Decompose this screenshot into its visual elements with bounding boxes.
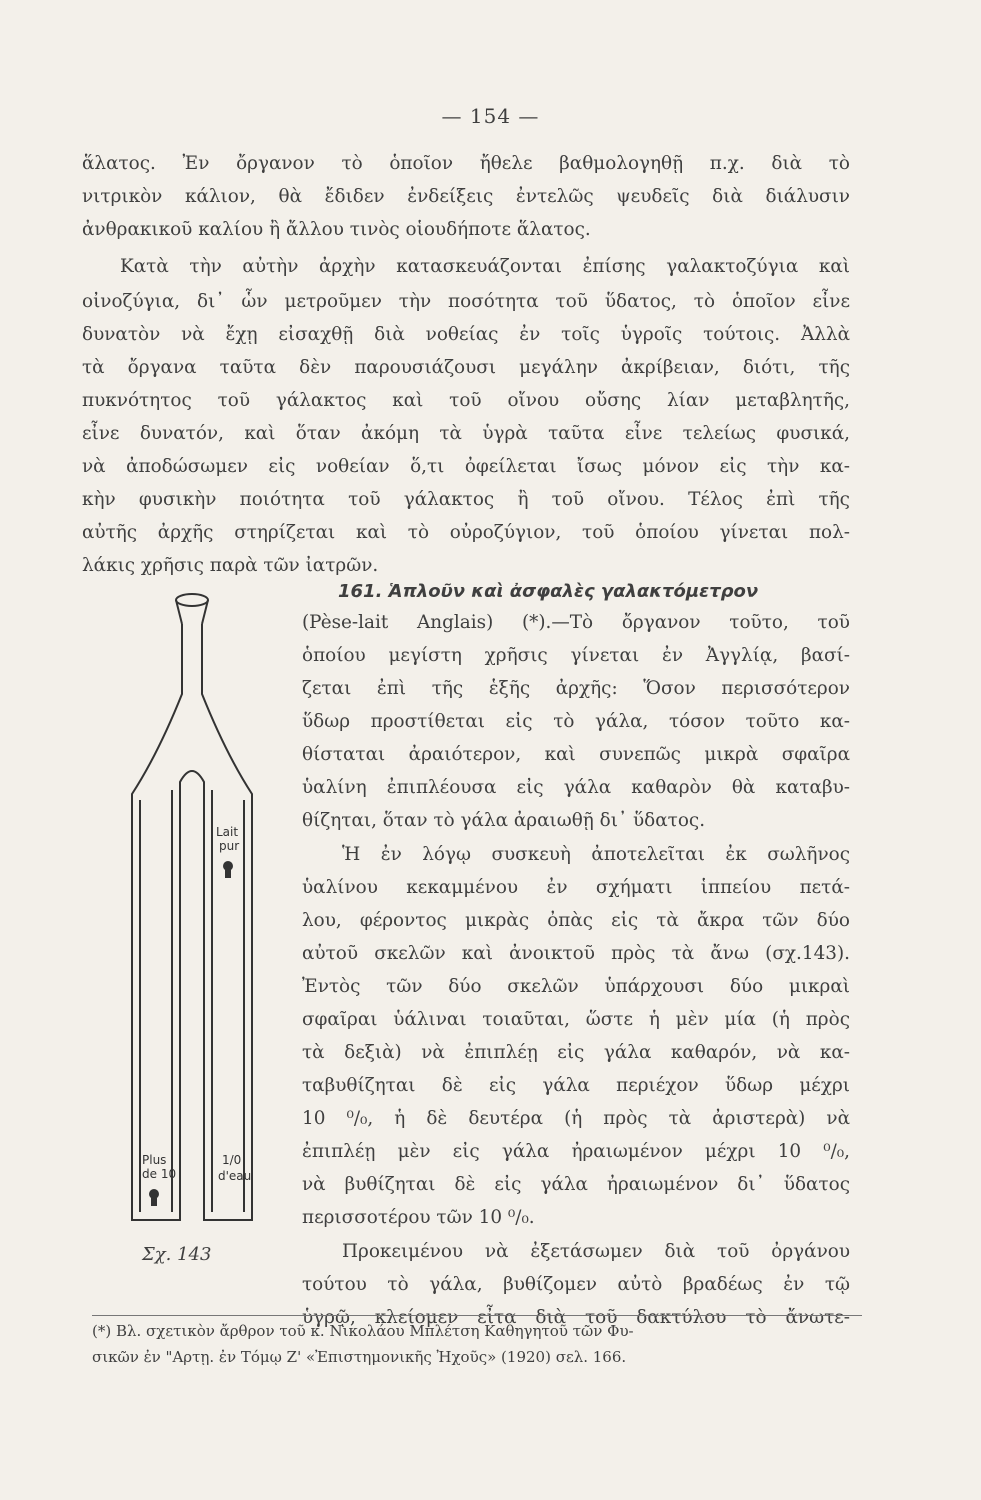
text-line: σφαῖραι ὑάλιναι τοιαῦται, ὥστε ἡ μὲν μία (ἡ πρὸς: [302, 1009, 850, 1030]
text-line: 10 ⁰/₀, ἡ δὲ δευτέρα (ἡ πρὸς τὰ ἀριστερὰ) νὰ: [302, 1108, 850, 1129]
text-line: τὰ δεξιὰ) νὰ ἐπιπλέῃ εἰς γάλα καθαρόν, νὰ κα-: [302, 1042, 850, 1063]
text-line: ταβυθίζηται δὲ εἰς γάλα περιέχον ὕδωρ μέχρι: [302, 1075, 850, 1096]
sphere-right: [223, 861, 233, 871]
text-line: θίσταται ἀραιότερον, καὶ συνεπῶς μικρὰ σφαῖρα: [302, 744, 850, 765]
label-plus: Plus: [142, 1153, 167, 1167]
text-line: πυκνότητος τοῦ γάλακτος καὶ τοῦ οἴνου οὔσης λίαν μεταβλητῆς,: [82, 390, 850, 411]
text-line: κὴν φυσικὴν ποιότητα τοῦ γάλακτος ἢ τοῦ οἴνου. Τέλος ἐπὶ τῆς: [82, 489, 850, 510]
text-line: οἰνοζύγια, δι᾽ ὧν μετροῦμεν τὴν ποσότητα τοῦ ὕδατος, τὸ ὁποῖον εἶνε: [82, 291, 850, 312]
text-line: (Pèse-lait Anglais) (*).—Τὸ ὄργανον τοῦτο, τοῦ: [302, 612, 850, 633]
text-line: νὰ βυθίζηται δὲ εἰς γάλα ἠραιωμένον δι᾽ ὕδατος: [302, 1174, 850, 1195]
sphere-right-stem: [225, 870, 231, 878]
text-line: νιτρικὸν κάλιον, θὰ ἔδιδεν ἐνδείξεις ἐντελῶς ψευδεῖς διὰ διάλυσιν: [82, 186, 850, 207]
text-line: εἶνε δυνατόν, καὶ ὅταν ἀκόμη τὰ ὑγρὰ ταῦτα εἶνε τελείως φυσικά,: [82, 423, 850, 444]
section-heading: 161. Ἁπλοῦν καὶ ἀσφαλὲς γαλακτόμετρον: [338, 581, 759, 602]
u-tube-drawing: [132, 594, 252, 1220]
label-lait: Lait: [216, 825, 239, 839]
text-line: ὑαλίνη ἐπιπλέουσα εἰς γάλα καθαρὸν θὰ καταβυ-: [302, 777, 850, 798]
text-line: δυνατὸν νὰ ἔχῃ εἰσαχθῇ διὰ νοθείας ἐν τοῖς ὑγροῖς τούτοις. Ἀλλὰ: [82, 324, 850, 345]
text-line: ζεται ἐπὶ τῆς ἑξῆς ἀρχῆς: Ὅσον περισσότερον: [302, 678, 850, 699]
sphere-left-stem: [151, 1198, 157, 1206]
text-line: Ἡ ἐν λόγῳ συσκευὴ ἀποτελεῖται ἐκ σωλῆνος: [342, 844, 850, 865]
lactometer-figure: [118, 584, 268, 1234]
label-pur: pur: [219, 839, 240, 853]
figure-caption: Σχ. 143: [142, 1244, 212, 1265]
text-line: Κατὰ τὴν αὐτὴν ἀρχὴν κατασκευάζονται ἐπίσης γαλακτοζύγια καὶ: [120, 256, 850, 277]
text-line: λάκις χρῆσις παρὰ τῶν ἰατρῶν.: [82, 555, 379, 576]
text-line: ὁποίου μεγίστη χρῆσις γίνεται ἐν Ἀγγλίᾳ, βασί-: [302, 645, 850, 666]
text-line: ὑγρῷ, κλείομεν εἶτα διὰ τοῦ δακτύλου τὸ ἄνωτε-: [302, 1307, 850, 1328]
text-line: λου, φέροντος μικρὰς ὀπὰς εἰς τὰ ἄκρα τῶν δύο: [302, 910, 850, 931]
footnote-line: σικῶν ἐν "Αρτῃ. ἐν Τόμῳ Ζ' «Ἐπιστημονικῆς Ἠχοῦς» (1920) σελ. 166.: [92, 1348, 627, 1366]
text-line: θίζηται, ὅταν τὸ γάλα ἀραιωθῇ δι᾽ ὕδατος.: [302, 810, 706, 831]
page-number: — 154 —: [441, 104, 540, 128]
label-ratio: 1/0: [222, 1153, 242, 1167]
text-line: Προκειμένου νὰ ἐξετάσωμεν διὰ τοῦ ὀργάνου: [342, 1241, 850, 1262]
text-line: τούτου τὸ γάλα, βυθίζομεν αὐτὸ βραδέως ἐν τῷ: [302, 1274, 850, 1295]
text-line: τὰ ὄργανα ταῦτα δὲν παρουσιάζουσι μεγάλην ἀκρίβειαν, διότι, τῆς: [82, 357, 850, 378]
footnote-line: (*) Βλ. σχετικὸν ἄρθρον τοῦ κ. Νικολάου Μπλέτση Καθηγητοῦ τῶν Φυ-: [92, 1322, 634, 1340]
sphere-left: [149, 1189, 159, 1199]
text-line: αὐτῆς ἀρχῆς στηρίζεται καὶ τὸ οὐροζύγιον, τοῦ ὁποίου γίνεται πολ-: [82, 522, 850, 543]
footnote-rule: [92, 1315, 862, 1316]
text-line: ὕδωρ προστίθεται εἰς τὸ γάλα, τόσον τοῦτο κα-: [302, 711, 850, 732]
text-line: Ἐντὸς τῶν δύο σκελῶν ὑπάρχουσι δύο μικραὶ: [302, 976, 850, 997]
text-line: ἐπιπλέῃ μὲν εἰς γάλα ἠραιωμένον μέχρι 10 ⁰/₀,: [302, 1141, 850, 1162]
text-line: ἀνθρακικοῦ καλίου ἢ ἄλλου τινὸς οἱουδήποτε ἅλατος.: [82, 219, 591, 240]
label-d-eau: d'eau: [218, 1169, 252, 1183]
text-line: αὐτοῦ σκελῶν καὶ ἀνοικτοῦ πρὸς τὰ ἄνω (σχ.143).: [302, 943, 850, 964]
text-line: ὑαλίνου κεκαμμένου ἐν σχήματι ἱππείου πετά-: [302, 877, 850, 898]
text-line: ἅλατος. Ἐν ὄργανον τὸ ὁποῖον ἤθελε βαθμολογηθῇ π.χ. διὰ τὸ: [82, 153, 850, 174]
label-de-10: de 10: [142, 1167, 177, 1181]
text-line: περισσοτέρου τῶν 10 ⁰/₀.: [302, 1207, 535, 1228]
text-line: νὰ ἀποδώσωμεν εἰς νοθείαν ὅ,τι ὀφείλεται ἴσως μόνον εἰς τὴν κα-: [82, 456, 850, 477]
